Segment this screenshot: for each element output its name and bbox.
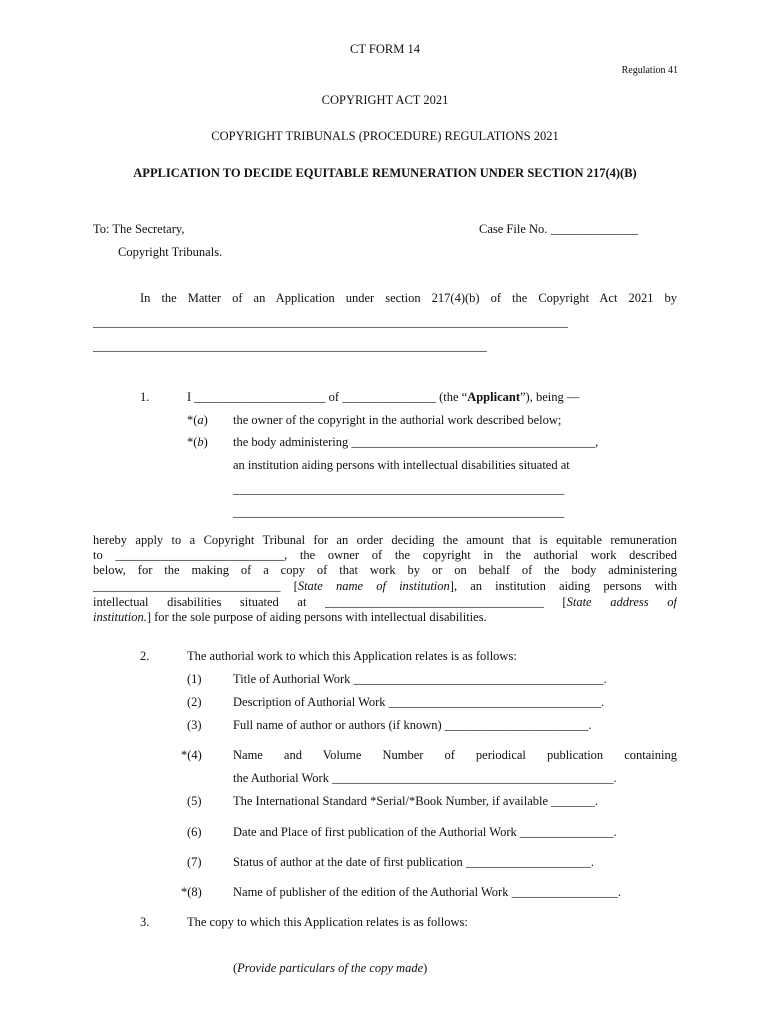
hereby-line-6: institution.] for the sole purpose of aiding persons with intellectual disabilities. — [93, 610, 487, 624]
para1-intro: I _____________________ of _______________ (the “Applicant”), being — — [187, 390, 580, 404]
item-label: *(8) — [181, 885, 202, 899]
para3-number: 3. — [140, 915, 150, 929]
para1-a-label: *(a) — [187, 413, 208, 427]
hereby-line-5: intellectual disabilities situated at ___________________________________ [State address of — [93, 595, 677, 609]
para2-number: 2. — [140, 649, 150, 663]
item-label: (3) — [187, 718, 202, 732]
item-title-of-work: Title of Authorial Work ________________________________________. — [233, 672, 607, 686]
item-publisher: Name of publisher of the edition of the Authorial Work _________________. — [233, 885, 621, 899]
hereby-line-3: below, for the making of a copy of that work by or on behalf of the body administering — [93, 563, 677, 577]
para1-blank-2: _____________________________________________________ — [233, 505, 565, 519]
addressee-tribunals: Copyright Tribunals. — [118, 245, 223, 259]
copy-particulars-instruction: (Provide particulars of the copy made) — [233, 961, 428, 975]
regulations-title: COPYRIGHT TRIBUNALS (PROCEDURE) REGULATIONS 2021 — [211, 129, 559, 143]
item-first-publication: Date and Place of first publication of the Authorial Work _______________. — [233, 825, 617, 839]
hereby-line-1: hereby apply to a Copyright Tribunal for an order deciding the amount that is equitable remuneration — [93, 533, 677, 547]
hereby-line-4: ______________________________ [State name of institution], an institution aiding persons with — [93, 579, 677, 593]
para1-b-text: the body administering _______________________________________, — [233, 435, 599, 449]
para1-b-continuation: an institution aiding persons with intellectual disabilities situated at — [233, 458, 570, 472]
item-isbn-issn: The International Standard *Serial/*Book Number, if available _______. — [233, 794, 599, 808]
item-periodical-publication: Name and Volume Number of periodical publication containing — [233, 748, 677, 762]
matter-blank-2: _______________________________________________________________ — [93, 339, 487, 353]
para1-number: 1. — [140, 390, 150, 404]
item-label: (7) — [187, 855, 202, 869]
addressee-secretary: To: The Secretary, — [93, 222, 185, 236]
item-label: (2) — [187, 695, 202, 709]
form-number: CT FORM 14 — [350, 42, 420, 56]
applicant-term: Applicant — [467, 390, 520, 404]
act-title: COPYRIGHT ACT 2021 — [321, 93, 449, 107]
item-label: (5) — [187, 794, 202, 808]
item-label: (6) — [187, 825, 202, 839]
para3-intro: The copy to which this Application relates is as follows: — [187, 915, 468, 929]
item-label: (1) — [187, 672, 202, 686]
para1-blank-1: _____________________________________________________ — [233, 482, 565, 496]
form-title: APPLICATION TO DECIDE EQUITABLE REMUNERATION UNDER SECTION 217(4)(B) — [133, 166, 637, 180]
matter-blank-1: ____________________________________________________________________________ — [93, 315, 568, 329]
item-label: *(4) — [181, 748, 202, 762]
item-author-names: Full name of author or authors (if known) _______________________. — [233, 718, 592, 732]
item-periodical-continuation: the Authorial Work _____________________________________________. — [233, 771, 617, 785]
matter-line: In the Matter of an Application under section 217(4)(b) of the Copyright Act 2021 by — [140, 291, 677, 305]
item-author-status: Status of author at the date of first publication ____________________. — [233, 855, 595, 869]
hereby-line-2: to ___________________________, the owner of the copyright in the authorial work described — [93, 548, 677, 562]
para1-a-text: the owner of the copyright in the authorial work described below; — [233, 413, 562, 427]
case-file-number: Case File No. ______________ — [479, 222, 639, 236]
regulation-reference: Regulation 41 — [621, 65, 678, 76]
para1-b-label: *(b) — [187, 435, 208, 449]
item-description-of-work: Description of Authorial Work __________________________________. — [233, 695, 605, 709]
para2-intro: The authorial work to which this Application relates is as follows: — [187, 649, 517, 663]
